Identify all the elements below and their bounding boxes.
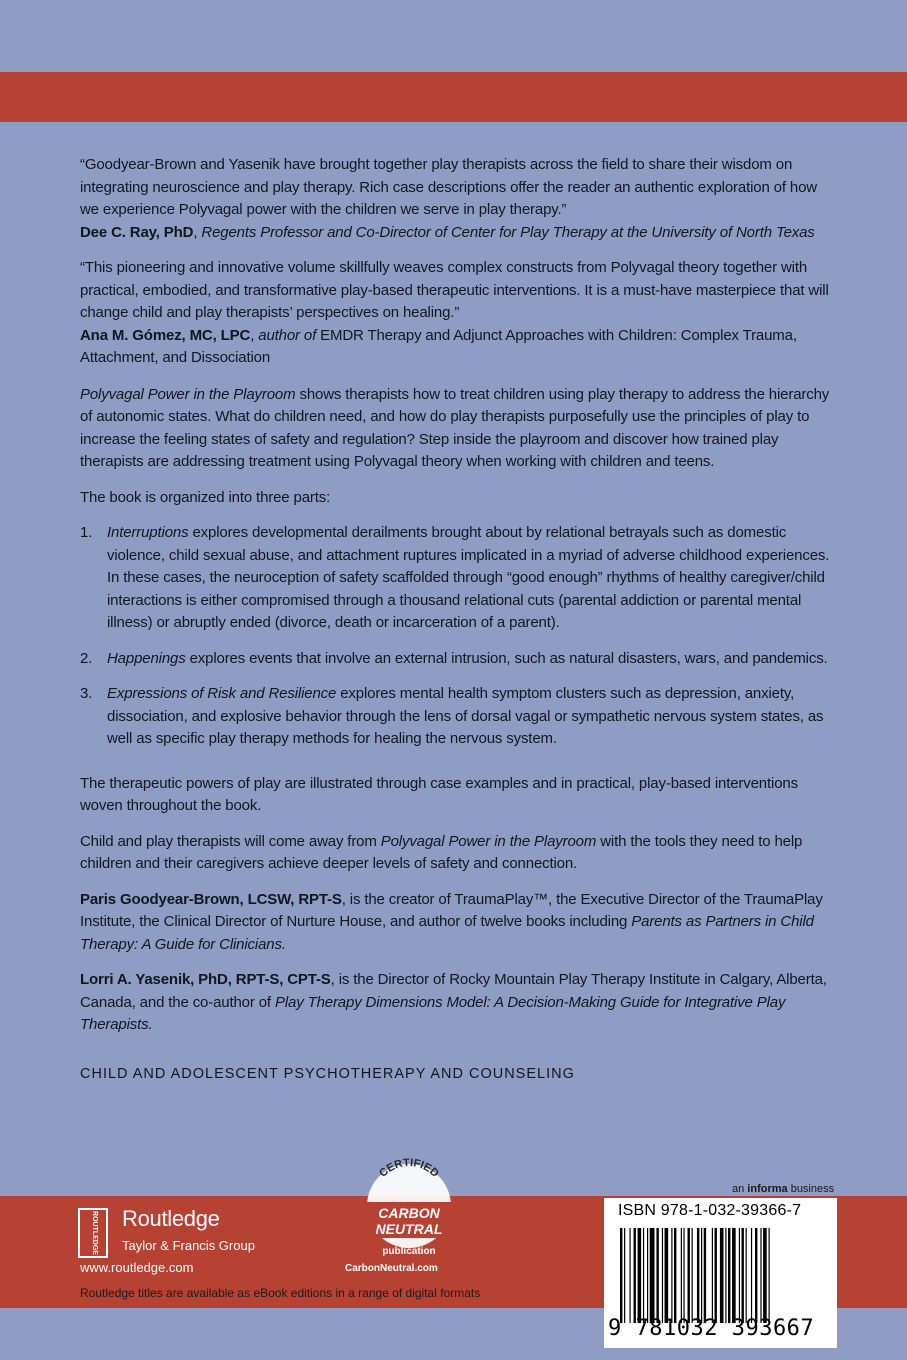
organized-line: The book is organized into three parts: bbox=[80, 488, 331, 506]
author-bio-yasenik: Lorri A. Yasenik, PhD, RPT-S, CPT-S, is the Director of Rocky Mountain Play Therapy Institute in Calgary, Alberta, Canada, and the co-author of Play Therapy Dimensions Model: A Decision-Making Guide for Integrative Play Therapists. bbox=[80, 971, 827, 1033]
svg-text:NEUTRAL: NEUTRAL bbox=[375, 1221, 443, 1237]
barcode-bar bbox=[769, 1228, 770, 1323]
isbn-barcode-box bbox=[604, 1198, 837, 1348]
barcode-bar bbox=[624, 1228, 625, 1323]
barcode-bar bbox=[704, 1228, 706, 1323]
barcode-bar bbox=[755, 1228, 757, 1323]
barcode-bar bbox=[746, 1228, 747, 1323]
review-gomez bbox=[80, 257, 832, 370]
powers-paragraph: The therapeutic powers of play are illustrated through case examples and in practical, play-based interventions woven throughout the book. bbox=[80, 774, 798, 814]
list-item: 2. Happenings explores events that involve an external intrusion, such as natural disasters, wars, and pandemics. bbox=[80, 649, 828, 667]
barcode-bar bbox=[751, 1228, 752, 1323]
barcode-bar bbox=[629, 1228, 630, 1323]
barcode-bar bbox=[701, 1228, 702, 1323]
barcode-bar bbox=[681, 1228, 682, 1323]
barcode-bar bbox=[720, 1228, 724, 1323]
barcode-digits: 9 781032 393667 bbox=[608, 1316, 815, 1341]
barcode-bar bbox=[634, 1228, 636, 1323]
barcode-bar bbox=[662, 1228, 663, 1323]
svg-text:CARBON: CARBON bbox=[378, 1205, 440, 1221]
barcode-bar bbox=[638, 1228, 642, 1323]
barcode-bar bbox=[712, 1228, 713, 1323]
review-attribution: Dee C. Ray, PhD, Regents Professor and Co-Director of Center for Play Therapy at the University of North Texas bbox=[80, 223, 815, 241]
carbon-neutral-url[interactable]: CarbonNeutral.com bbox=[345, 1263, 438, 1274]
svg-text:CERTIFIED: CERTIFIED bbox=[377, 1158, 441, 1180]
barcode-bar bbox=[683, 1228, 684, 1323]
barcode-bar bbox=[650, 1228, 655, 1323]
informa-tagline: an informa business bbox=[732, 1183, 835, 1195]
barcode-bar bbox=[647, 1228, 648, 1323]
barcode-bar bbox=[620, 1228, 622, 1323]
barcode-bar bbox=[739, 1228, 740, 1323]
barcode-bar bbox=[674, 1228, 676, 1323]
top-red-band bbox=[0, 72, 907, 122]
barcode-bar bbox=[742, 1228, 744, 1323]
barcode-bar bbox=[671, 1228, 672, 1323]
ebook-notice: Routledge titles are available as eBook editions in a range of digital formats bbox=[80, 1286, 481, 1300]
publisher-website[interactable]: www.routledge.com bbox=[80, 1260, 194, 1275]
book-title: Polyvagal Power in the Playroom bbox=[80, 385, 296, 403]
barcode-bar bbox=[763, 1228, 767, 1323]
barcode-bar bbox=[715, 1228, 717, 1323]
review-quote: “Goodyear-Brown and Yasenik have brought together play therapists across the field to share their wisdom on integrating neuroscience and play therapy. Rich case descriptions offer the reader an authentic exploration of how we experience Polyvagal power with the children we serve in play therapy.” bbox=[80, 156, 817, 218]
carbon-neutral-badge-icon bbox=[353, 1158, 465, 1278]
barcode-bar bbox=[665, 1228, 669, 1323]
barcode-bar bbox=[760, 1228, 761, 1323]
routledge-mark-icon bbox=[78, 1208, 108, 1258]
reviewer-name: Ana M. Gómez, MC, LPC bbox=[80, 326, 251, 344]
intro-paragraph: Polyvagal Power in the Playroom shows therapists how to treat children using play therapy to address the hierarchy of autonomic states. What do children need, and how do play therapists purposefully use the principles of play to increase the feeling states of safety and regulation? Step inside the playroom and discover how trained play therapists are addressing treatment using Polyvagal theory when working with children and teens. bbox=[80, 385, 830, 470]
back-cover-text bbox=[80, 154, 832, 1085]
barcode-bar bbox=[692, 1228, 693, 1323]
barcode-bar bbox=[643, 1228, 644, 1323]
reviewer-title: Regents Professor and Co-Director of Center for Play Therapy at the University of North Texas bbox=[201, 223, 815, 241]
closing-paragraph: Child and play therapists will come away from Polyvagal Power in the Playroom with the tools they need to help children and their caregivers achieve deeper levels of safety and connection. bbox=[80, 832, 803, 872]
reviewer-book: EMDR Therapy and Adjunct Approaches with Children: Complex Trauma, Attachment, and Dissociation bbox=[80, 326, 797, 366]
publisher-group: Taylor & Francis Group bbox=[122, 1238, 255, 1253]
svg-text:publication: publication bbox=[382, 1246, 436, 1257]
reviewer-name: Dee C. Ray, PhD bbox=[80, 223, 194, 241]
isbn-label: ISBN 978-1-032-39366-7 bbox=[618, 1202, 802, 1219]
review-quote: “This pioneering and innovative volume skillfully weaves complex constructs from Polyvagal theory together with practical, embodied, and transformative play-based therapeutic interventions. It is a must-have masterpiece that will change child and play therapists’ perspectives on healing.” bbox=[80, 259, 829, 321]
series-name: CHILD AND ADOLESCENT PSYCHOTHERAPY AND COUNSELING bbox=[80, 1065, 575, 1082]
parts-list bbox=[80, 522, 832, 751]
barcode-icon bbox=[616, 1228, 828, 1323]
barcode-bar bbox=[728, 1228, 730, 1323]
barcode-bar bbox=[656, 1228, 658, 1323]
barcode-bar bbox=[688, 1228, 690, 1323]
review-ray bbox=[80, 154, 832, 244]
author-bio-goodyear-brown: Paris Goodyear-Brown, LCSW, RPT-S, is the creator of TraumaPlay™, the Executive Director of the TraumaPlay Institute, the Clinical Director of Nurture House, and author of twelve books including Parents as Partners in Child Therapy: A Guide for Clinicians. bbox=[80, 890, 823, 953]
list-item: 1. Interruptions explores developmental derailments brought about by relational betrayals such as domestic violence, child sexual abuse, and attachment ruptures implicated in a myriad of adverse childhood experiences. In these cases, the neuroception of safety scaffolded through “good enough” rhythms of healthy caregiver/child interactions is either compromised through a thousand relational cuts (parental addiction or parental mental illness) or abruptly ended (divorce, death or incarceration of a parent). bbox=[80, 524, 830, 631]
publisher-name: Routledge bbox=[122, 1206, 220, 1231]
barcode-bar bbox=[725, 1228, 726, 1323]
barcode-bar bbox=[732, 1228, 736, 1323]
publisher-logo bbox=[78, 1206, 278, 1266]
list-item: 3. Expressions of Risk and Resilience explores mental health symptom clusters such as depression, anxiety, dissociation, and explosive behavior through the lens of dorsal vagal or sympathetic nervous system states, as well as specific play therapy methods for healing the nervous system. bbox=[80, 685, 824, 747]
svg-text:ROUTLEDGE: ROUTLEDGE bbox=[91, 1211, 98, 1255]
review-attribution: Ana M. Gómez, MC, LPC, author of EMDR Therapy and Adjunct Approaches with Children: Complex Trauma, Attachment, and Dissociation bbox=[80, 326, 797, 366]
barcode-bar bbox=[697, 1228, 699, 1323]
